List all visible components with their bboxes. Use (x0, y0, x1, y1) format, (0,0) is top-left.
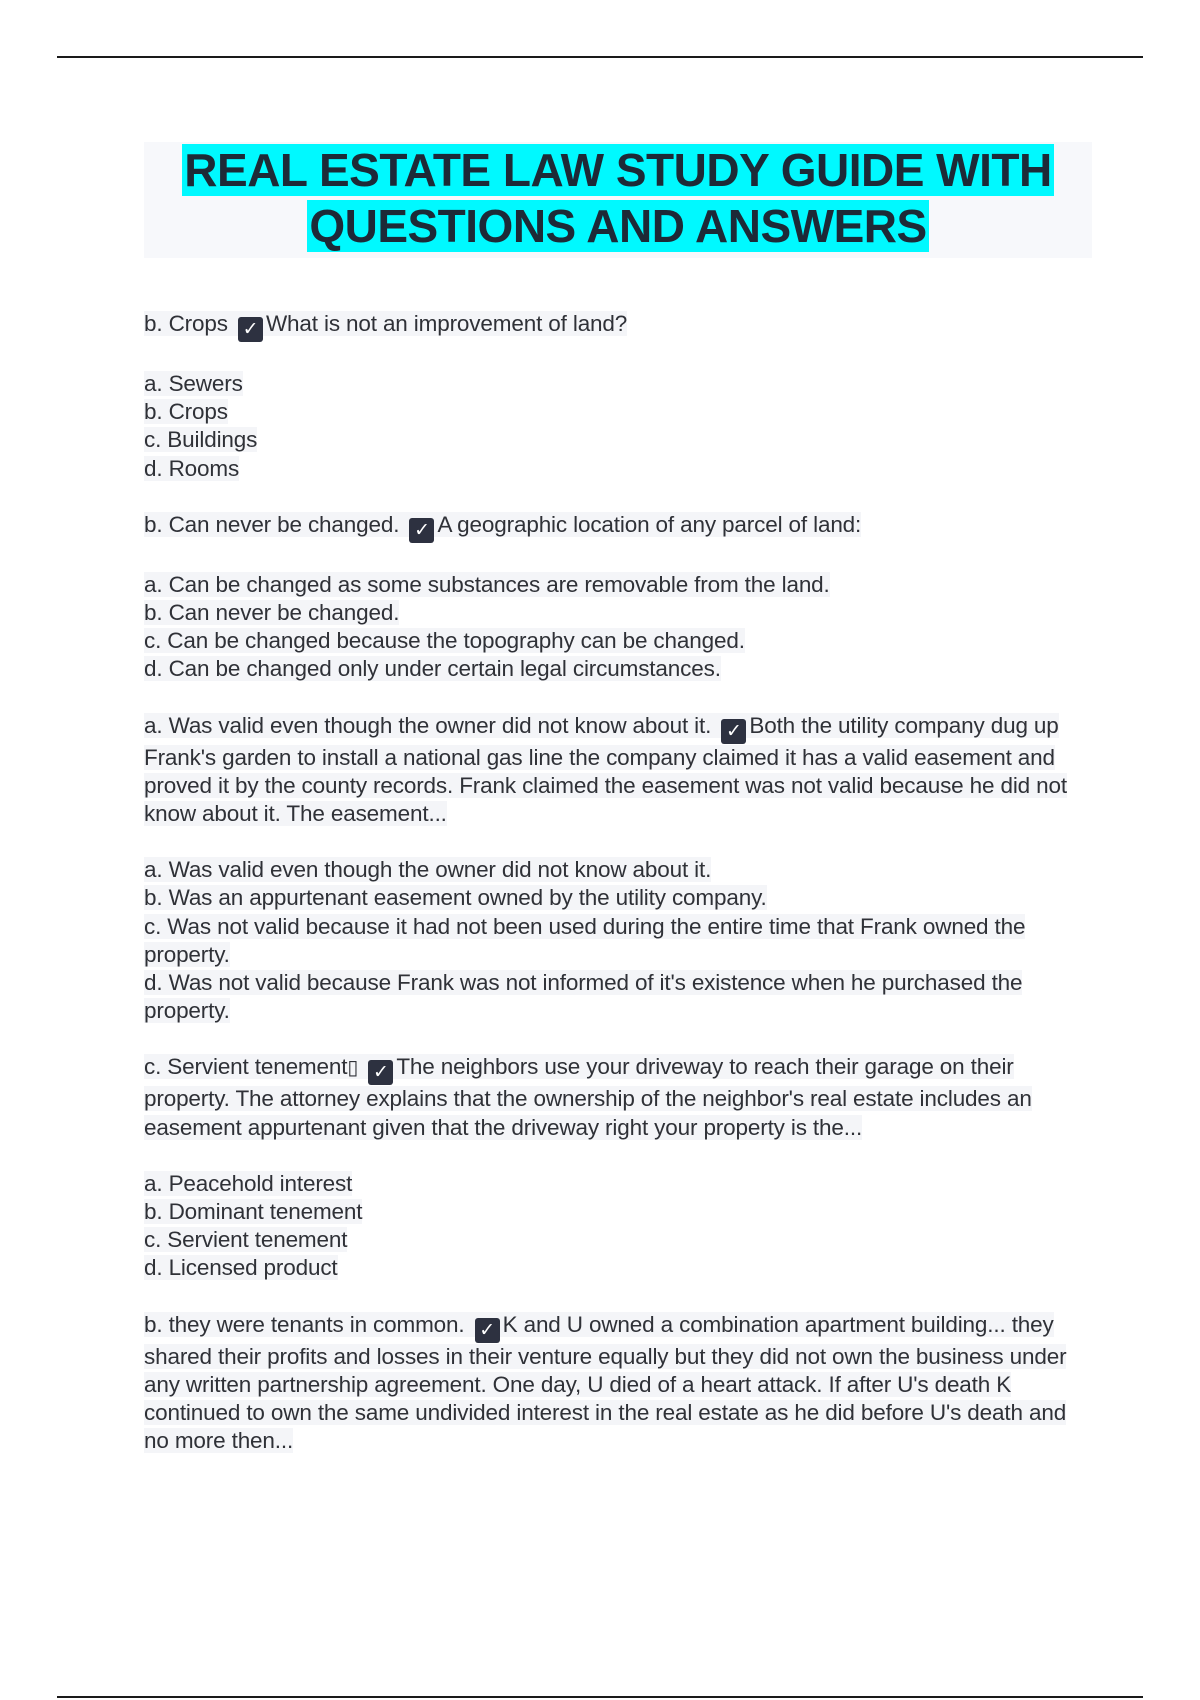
question-text: K and U owned a combination apartment building... they shared their profits and losses in their venture equally but they did not own the business under any written partnership agreement. One day, U died of a heart attack. If after U's death K continued to own the same undivided interest in the real estate as he did before U's death and no more then... (144, 1311, 1067, 1454)
checkmark-icon: ✓ (409, 518, 434, 543)
answer-text: b. Crops (144, 311, 228, 336)
question-text: The neighbors use your driveway to reach their garage on their property. The attorney explains that the ownership of the neighbor's real estate includes an easement appurtenant given that the driveway right your property is the... (144, 1054, 1032, 1140)
qa-item (144, 712, 1088, 829)
option-item: a. Peacehold interest (144, 1170, 353, 1196)
option-item: b. Crops (144, 399, 228, 425)
document-title (144, 142, 1092, 258)
answer-text: a. Was valid even though the owner did not know about it. (144, 712, 712, 738)
option-item: c. Servient tenement (144, 1227, 348, 1253)
option-item: d. Licensed product (144, 1255, 338, 1281)
option-item: a. Was valid even though the owner did not know about it. (144, 857, 712, 883)
top-rule (57, 56, 1143, 58)
checkmark-icon: ✓ (368, 1060, 393, 1085)
checkmark-icon: ✓ (238, 317, 263, 342)
option-item: c. Buildings (144, 427, 258, 453)
option-item: a. Sewers (144, 371, 243, 396)
option-item: d. Can be changed only under certain legal circumstances. (144, 656, 721, 682)
checkmark-icon: ✓ (475, 1318, 500, 1343)
question-text: What is not an improvement of land? (265, 311, 628, 336)
question-text: A geographic location of any parcel of land: (437, 511, 862, 537)
title-line-2: QUESTIONS AND ANSWERS (309, 200, 927, 252)
options-list (144, 571, 1088, 684)
checkmark-icon: ✓ (721, 719, 746, 744)
option-item: d. Rooms (144, 455, 240, 481)
bottom-rule (57, 1696, 1143, 1698)
option-item: b. Was an appurtenant easement owned by the utility company. (144, 885, 767, 911)
option-item: c. Was not valid because it had not been used during the entire time that Frank owned the property. (144, 913, 1026, 967)
options-list (144, 1170, 1088, 1283)
option-item: b. Can never be changed. (144, 600, 400, 626)
qa-content (144, 310, 1088, 1483)
title-line-1: REAL ESTATE LAW STUDY GUIDE WITH (184, 144, 1052, 196)
option-item: a. Can be changed as some substances are removable from the land. (144, 571, 830, 597)
qa-item (144, 310, 1088, 342)
option-item: d. Was not valid because Frank was not informed of it's existence when he purchased the property. (144, 970, 1023, 1024)
question-text: Both the utility company dug up Frank's garden to install a national gas line the company claimed it has a valid easement and proved it by the county records. Frank claimed the easement was not valid because he did not know about it. The easement... (144, 712, 1067, 827)
missing-glyph-icon: ▯ (347, 1055, 359, 1080)
option-item: b. Dominant tenement (144, 1199, 363, 1225)
options-list (144, 856, 1088, 1025)
answer-text: b. they were tenants in common. (144, 1311, 465, 1337)
qa-item (144, 511, 1088, 543)
qa-item (144, 1053, 1088, 1141)
option-item: c. Can be changed because the topography can be changed. (144, 628, 745, 654)
answer-text: c. Servient tenement (144, 1054, 348, 1080)
answer-text: b. Can never be changed. (144, 511, 400, 537)
options-list (144, 370, 1088, 483)
qa-item (144, 1311, 1088, 1456)
